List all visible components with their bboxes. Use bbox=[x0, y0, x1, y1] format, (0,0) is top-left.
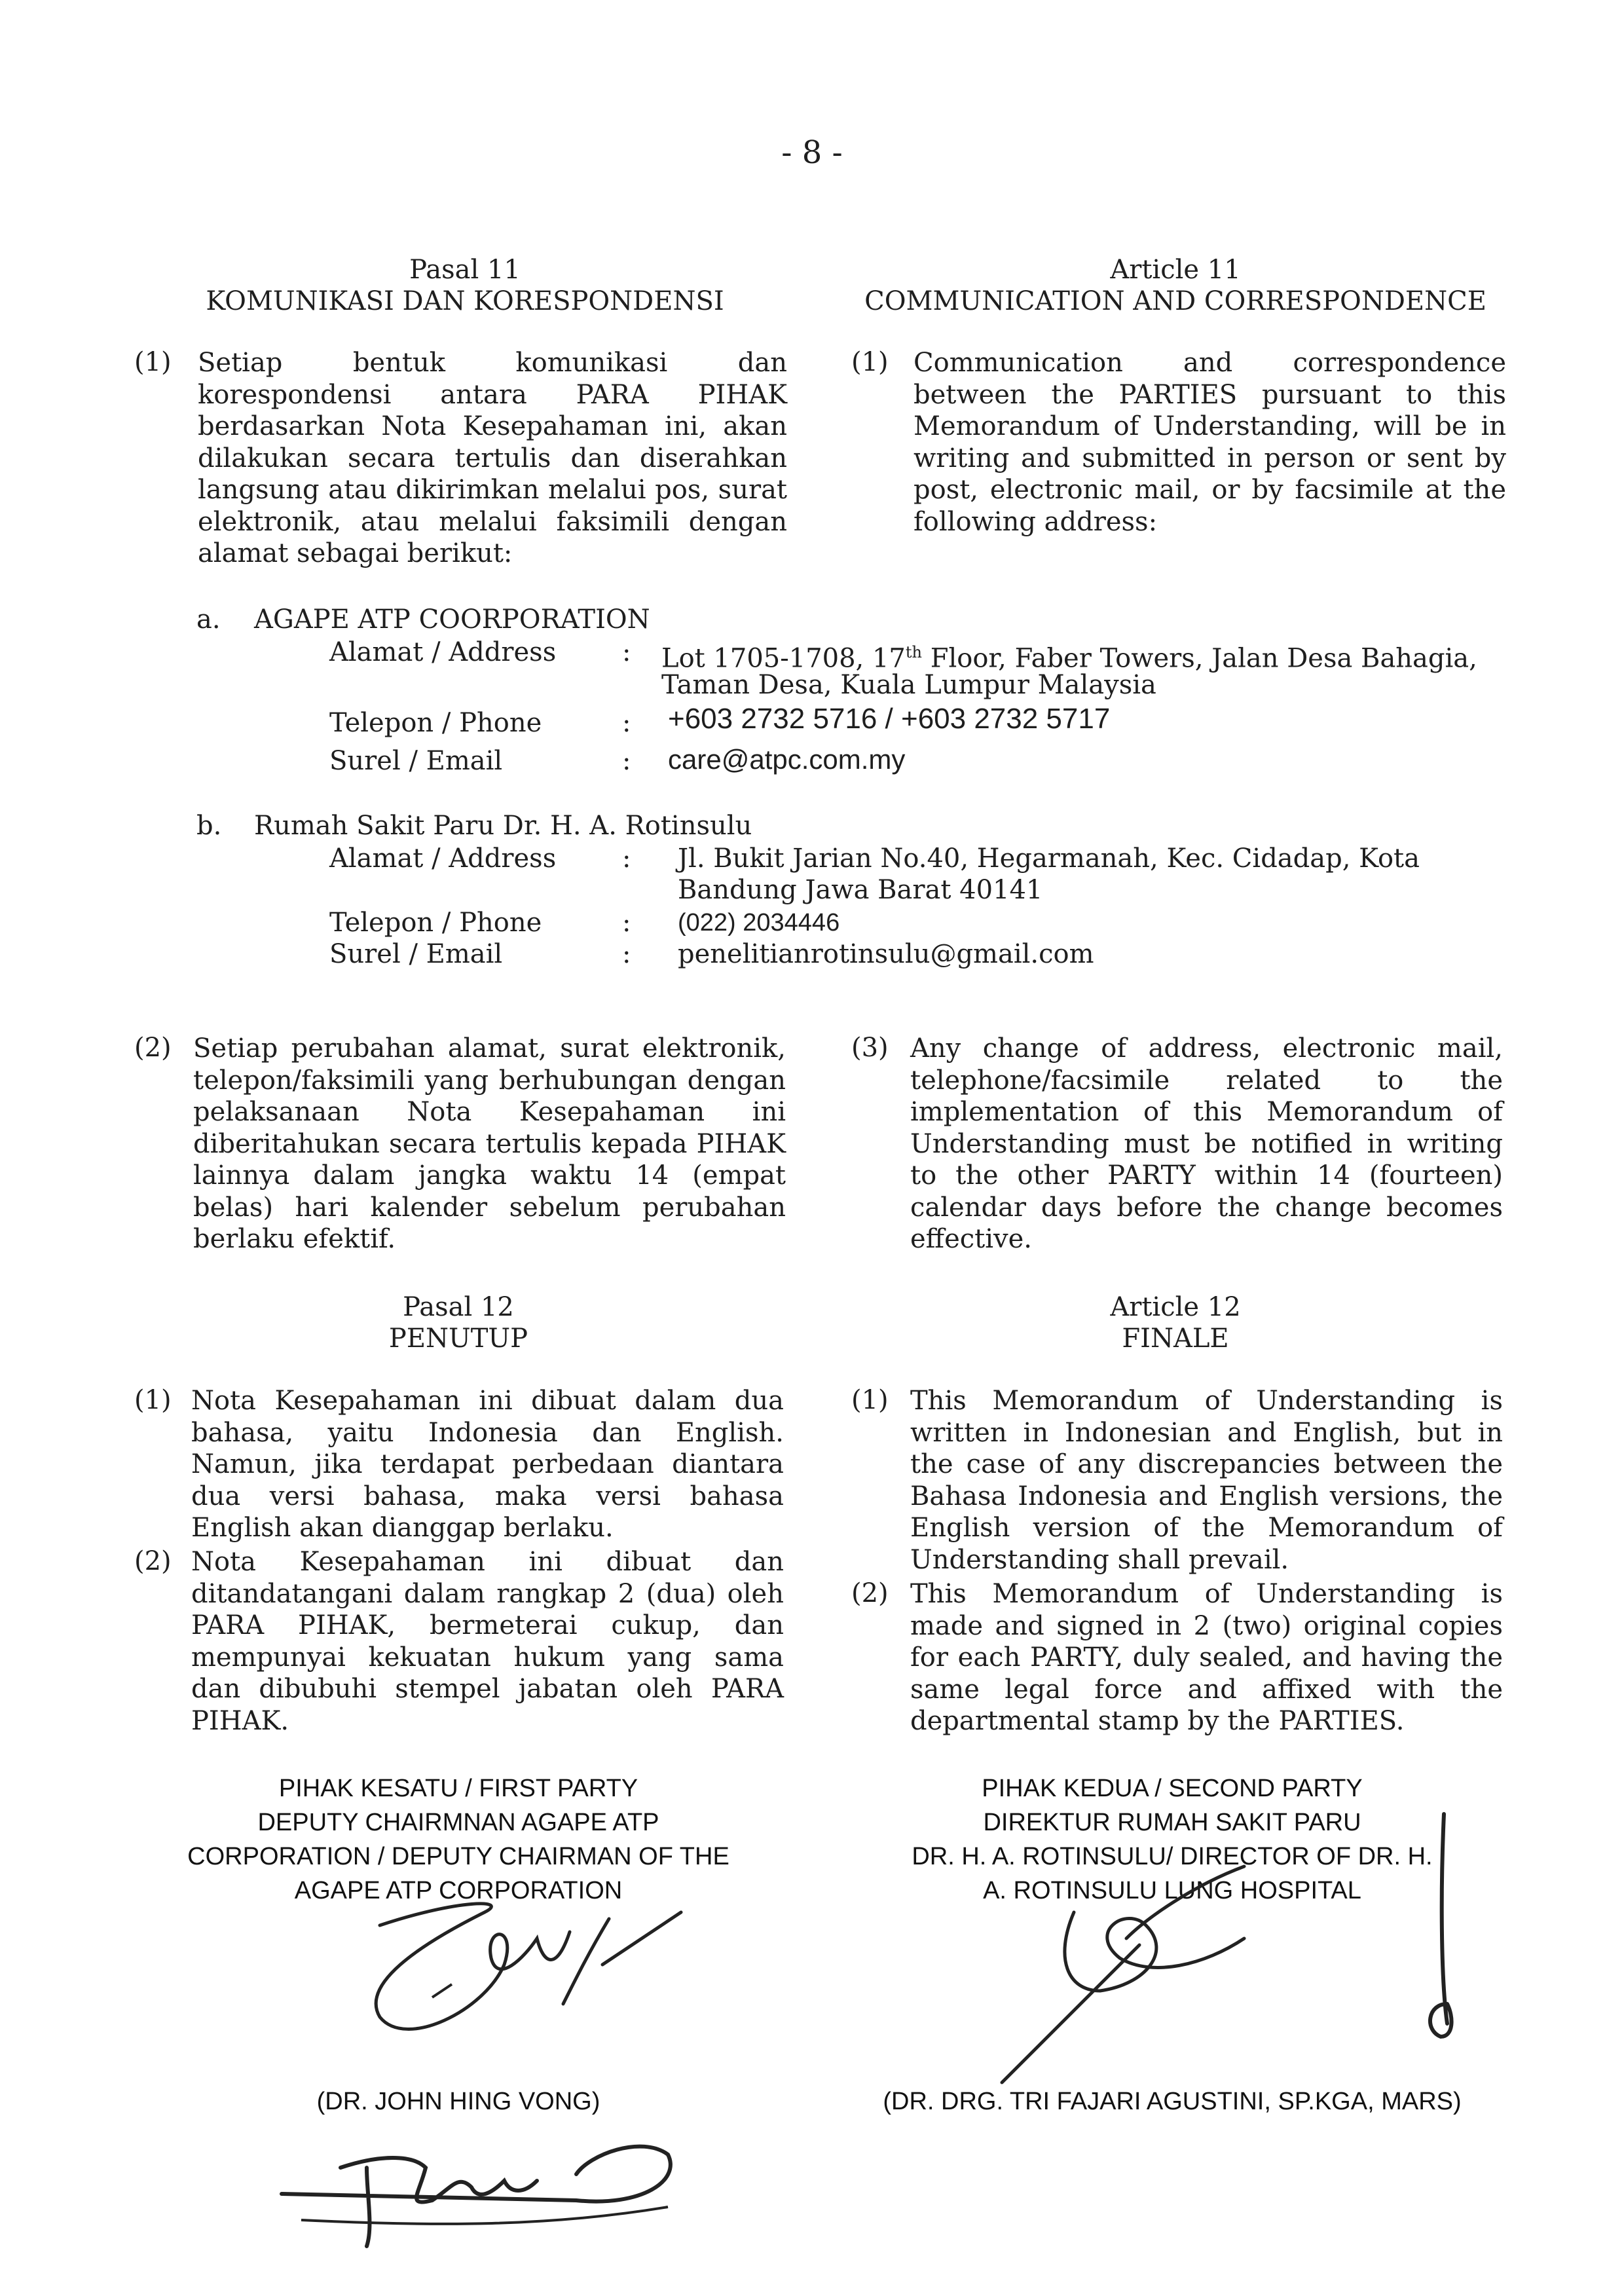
sig-title-line: DR. H. A. ROTINSULU/ DIRECTOR OF DR. H. bbox=[912, 1843, 1433, 1870]
heading-title: Article 12 bbox=[1110, 1292, 1241, 1322]
party-a-email: care@atpc.com.my bbox=[668, 744, 906, 775]
clause-text-id: Setiap perubahan alamat, surat elektronik, telepon/faksimili yang berhubungan dengan pelaksanaan Nota Kesepahaman ini diberitahukan secara tertulis kepada PIHAK lainnya dalam jangka waktu 14 (empat belas) hari kalender sebelum perubahan berlaku efektif. bbox=[193, 1033, 786, 1254]
party-b-address-line1: Jl. Bukit Jarian No.40, Hegarmanah, Kec. Cidadap, Kota bbox=[678, 843, 1420, 874]
party-b-email: penelitianrotinsulu@gmail.com bbox=[678, 939, 1094, 969]
sig-title-line: PIHAK KESATU / FIRST PARTY bbox=[278, 1775, 638, 1802]
article-12-heading-en bbox=[845, 1291, 1506, 1354]
clause-text-id: Nota Kesepahaman ini dibuat dan ditandatangani dalam rangkap 2 (dua) oleh PARA PIHAK, bermeterai cukup, dan mempunyai kekuatan hukum yang sama dan dibubuhi stempel jabatan oleh PARA PIHAK. bbox=[191, 1547, 784, 1736]
address-superscript: th bbox=[905, 643, 922, 661]
clause-text-en: Any change of address, electronic mail, telephone/facsimile related to the implementation of this Memorandum of Understanding must be notified in writing to the other PARTY within 14 (fourteen) calendar days before the change becomes effective. bbox=[910, 1033, 1503, 1254]
heading-subtitle: COMMUNICATION AND CORRESPONDENCE bbox=[864, 286, 1486, 316]
article-12-heading-id bbox=[131, 1291, 786, 1354]
email-label: Surel / Email bbox=[329, 746, 503, 776]
clause-number: (3) bbox=[851, 1033, 889, 1063]
heading-title: Pasal 12 bbox=[403, 1292, 514, 1322]
colon: : bbox=[622, 843, 631, 874]
second-party-signature bbox=[995, 1807, 1493, 2083]
heading-subtitle: PENUTUP bbox=[388, 1324, 528, 1354]
party-a-letter: a. bbox=[196, 604, 221, 635]
party-a-address-line1 bbox=[661, 637, 1477, 674]
clause-number: (1) bbox=[851, 1385, 889, 1415]
clause-number: (2) bbox=[134, 1033, 172, 1063]
phone-label: Telepon / Phone bbox=[329, 908, 542, 938]
clause-text-id: Nota Kesepahaman ini dibuat dalam dua bahasa, yaitu Indonesia dan English. Namun, jika terdapat perbedaan diantara dua versi bahasa, maka versi bahasa English akan dianggap berlaku. bbox=[191, 1386, 784, 1543]
clause-number: (2) bbox=[134, 1546, 172, 1576]
clause-text-en: This Memorandum of Understanding is made and signed in 2 (two) original copies for each PARTY, duly sealed, and having the same legal force and affixed with the departmental stamp by the PARTIES. bbox=[910, 1579, 1503, 1736]
first-party-initial bbox=[275, 2128, 694, 2259]
party-b-phone: (022) 2034446 bbox=[678, 909, 840, 936]
party-b-address-line2: Bandung Jawa Barat 40141 bbox=[678, 875, 1043, 905]
clause-number: (2) bbox=[851, 1578, 889, 1608]
page-number: - 8 - bbox=[781, 134, 843, 171]
colon: : bbox=[622, 637, 631, 667]
first-party-signature bbox=[341, 1886, 694, 2056]
sig-title-line: A. ROTINSULU LUNG HOSPITAL bbox=[983, 1877, 1361, 1904]
colon: : bbox=[622, 708, 631, 738]
clause-text-id: Setiap bentuk komunikasi dan korespondensi antara PARA PIHAK berdasarkan Nota Kesepahaman ini, akan dilakukan secara tertulis dan diserahkan langsung atau dikirimkan melalui pos, surat elektronik, atau melalui faksimili dengan alamat sebagai berikut: bbox=[198, 348, 787, 568]
heading-title: Pasal 11 bbox=[409, 255, 521, 285]
article-11-heading-id bbox=[131, 254, 799, 317]
colon: : bbox=[622, 746, 631, 776]
party-b-name: Rumah Sakit Paru Dr. H. A. Rotinsulu bbox=[254, 811, 752, 841]
clause-text-en: Communication and correspondence between the PARTIES pursuant to this Memorandum of Understanding, will be in writing and submitted in person or sent by post, electronic mail, or by facsimile at the following address: bbox=[913, 348, 1506, 537]
heading-title: Article 11 bbox=[1110, 255, 1241, 285]
party-a-name: AGAPE ATP COORPORATION bbox=[254, 604, 650, 635]
party-a-phone: +603 2732 5716 / +603 2732 5717 bbox=[668, 703, 1111, 735]
colon: : bbox=[622, 908, 631, 938]
sig-title-line: AGAPE ATP CORPORATION bbox=[294, 1877, 623, 1904]
phone-label: Telepon / Phone bbox=[329, 708, 542, 738]
heading-subtitle: KOMUNIKASI DAN KORESPONDENSI bbox=[206, 286, 724, 316]
party-a-address-line2: Taman Desa, Kuala Lumpur Malaysia bbox=[661, 670, 1156, 700]
heading-subtitle: FINALE bbox=[1122, 1324, 1229, 1354]
article-11-heading-en bbox=[845, 254, 1506, 317]
second-party-name: (DR. DRG. TRI FAJARI AGUSTINI, SP.KGA, MARS) bbox=[883, 2088, 1462, 2115]
clause-number: (1) bbox=[134, 1385, 172, 1415]
address-label: Alamat / Address bbox=[329, 843, 557, 874]
party-b-letter: b. bbox=[196, 811, 222, 841]
address-part: Lot 1705-1708, 17 bbox=[661, 643, 906, 674]
clause-number: (1) bbox=[851, 347, 889, 377]
email-label: Surel / Email bbox=[329, 939, 503, 969]
first-party-name: (DR. JOHN HING VONG) bbox=[316, 2088, 600, 2115]
sig-title-line: DEPUTY CHAIRMNAN AGAPE ATP bbox=[257, 1809, 659, 1836]
sig-title-line: PIHAK KEDUA / SECOND PARTY bbox=[982, 1775, 1363, 1802]
address-part: Floor, Faber Towers, Jalan Desa Bahagia, bbox=[921, 643, 1477, 674]
sig-title-line: CORPORATION / DEPUTY CHAIRMAN OF THE bbox=[187, 1843, 729, 1870]
address-label: Alamat / Address bbox=[329, 637, 557, 667]
clause-number: (1) bbox=[134, 347, 172, 377]
clause-text-en: This Memorandum of Understanding is written in Indonesian and English, but in the case of any discrepancies between the Bahasa Indonesia and English versions, the English version of the Memorandum of Understanding shall prevail. bbox=[910, 1386, 1503, 1575]
sig-title-line: DIREKTUR RUMAH SAKIT PARU bbox=[983, 1809, 1361, 1836]
colon: : bbox=[622, 939, 631, 969]
